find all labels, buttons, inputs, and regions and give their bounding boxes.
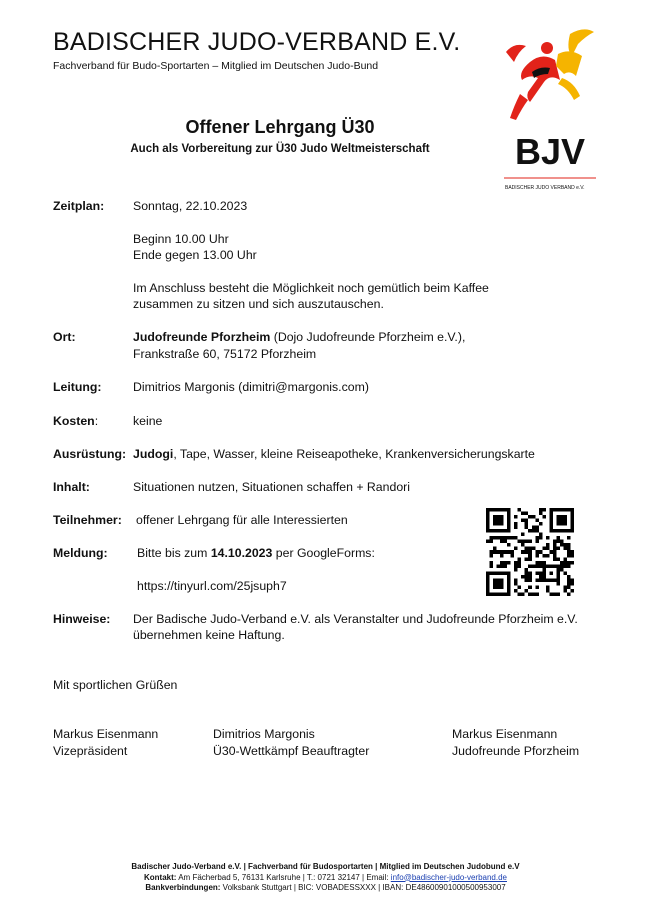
signature-3 bbox=[452, 726, 579, 759]
footer-email-link[interactable]: info@badischer-judo-verband.de bbox=[390, 872, 507, 882]
label-ausruestung: Ausrüstung: bbox=[53, 447, 127, 461]
zeitplan-end: Ende gegen 13.00 Uhr bbox=[133, 248, 257, 262]
label-meldung: Meldung: bbox=[53, 546, 108, 560]
leitung-value: Dimitrios Margonis (dimitri@margonis.com) bbox=[133, 380, 369, 394]
zeitplan-note-2: zusammen zu sitzen und sich auszutauschen. bbox=[133, 297, 384, 311]
bjv-logo-icon bbox=[500, 22, 600, 192]
footer-bank-text: Volksbank Stuttgart | BIC: VOBADESSXXX | IBAN: DE48600901000500953007 bbox=[220, 883, 506, 892]
page-subtitle: Auch als Vorbereitung zur Ü30 Judo Weltmeisterschaft bbox=[130, 143, 430, 155]
ort-address: Frankstraße 60, 75172 Pforzheim bbox=[133, 347, 317, 361]
ausruestung-judogi: Judogi bbox=[133, 447, 174, 461]
closing-greeting: Mit sportlichen Grüßen bbox=[53, 678, 178, 692]
meldung-value bbox=[137, 545, 375, 562]
label-inhalt: Inhalt: bbox=[53, 480, 90, 494]
meldung-post: per GoogleForms: bbox=[272, 546, 375, 560]
footer-kontakt-label: Kontakt: bbox=[143, 872, 177, 882]
label-ort: Ort: bbox=[53, 330, 76, 344]
footer-line-1: Badischer Judo-Verband e.V. | Fachverband für Budosportarten | Mitglied im Deutschen Judobund e.V bbox=[131, 862, 520, 871]
page-title: Offener Lehrgang Ü30 bbox=[185, 117, 375, 137]
org-name: BADISCHER JUDO-VERBAND E.V. bbox=[53, 28, 461, 56]
hinweise-line-1: Der Badische Judo-Verband e.V. als Veranstalter und Judofreunde Pforzheim e.V. bbox=[133, 612, 578, 626]
footer bbox=[0, 862, 651, 894]
hinweise-line-2: übernehmen keine Haftung. bbox=[133, 628, 285, 642]
meldung-pre: Bitte bis zum bbox=[137, 546, 211, 560]
logo-text: BJV bbox=[514, 131, 586, 172]
label-hinweise: Hinweise: bbox=[53, 612, 111, 626]
inhalt-value: Situationen nutzen, Situationen schaffen + Randori bbox=[133, 480, 410, 494]
label-leitung: Leitung: bbox=[53, 380, 102, 394]
signature-2 bbox=[213, 726, 369, 759]
zeitplan-begin: Beginn 10.00 Uhr bbox=[133, 232, 229, 246]
ort-venue-detail: (Dojo Judofreunde Pforzheim e.V.), bbox=[270, 330, 466, 344]
signature-2-name: Dimitrios Margonis bbox=[213, 727, 315, 741]
kosten-value: keine bbox=[133, 414, 163, 428]
meldung-url[interactable]: https://tinyurl.com/25jsuph7 bbox=[137, 579, 287, 593]
label-zeitplan: Zeitplan: bbox=[53, 199, 105, 213]
label-teilnehmer: Teilnehmer: bbox=[53, 513, 122, 527]
qr-code-icon[interactable] bbox=[486, 508, 574, 596]
ort-venue bbox=[133, 329, 465, 346]
label-kosten-colon: : bbox=[94, 414, 99, 428]
teilnehmer-value: offener Lehrgang für alle Interessierten bbox=[136, 513, 348, 527]
footer-bank-label: Bankverbindungen: bbox=[145, 883, 221, 892]
signature-3-role: Judofreunde Pforzheim bbox=[452, 743, 580, 758]
ausruestung-value bbox=[133, 446, 535, 463]
signature-2-role: Ü30-Wettkämpf Beauftragter bbox=[213, 743, 370, 758]
signature-1 bbox=[53, 726, 158, 759]
logo-caption: BADISCHER JUDO VERBAND e.V. bbox=[505, 185, 585, 191]
signature-1-role: Vizepräsident bbox=[53, 743, 128, 758]
zeitplan-date: Sonntag, 22.10.2023 bbox=[133, 199, 248, 213]
label-kosten bbox=[53, 413, 98, 430]
footer-kontakt-text: Am Fächerbad 5, 76131 Karlsruhe | T.: 0721 32147 | Email: bbox=[176, 872, 391, 882]
ausruestung-rest: , Tape, Wasser, kleine Reiseapotheke, Krankenversicherungskarte bbox=[173, 447, 535, 461]
meldung-deadline: 14.10.2023 bbox=[210, 546, 273, 560]
org-tagline: Fachverband für Budo-Sportarten – Mitglied im Deutschen Judo-Bund bbox=[53, 60, 379, 72]
label-kosten-text: Kosten bbox=[53, 414, 95, 428]
zeitplan-note-1: Im Anschluss besteht die Möglichkeit noch gemütlich beim Kaffee bbox=[133, 281, 489, 295]
ort-venue-name: Judofreunde Pforzheim bbox=[133, 330, 271, 344]
signature-3-name: Markus Eisenmann bbox=[452, 727, 558, 741]
signature-1-name: Markus Eisenmann bbox=[53, 727, 159, 741]
